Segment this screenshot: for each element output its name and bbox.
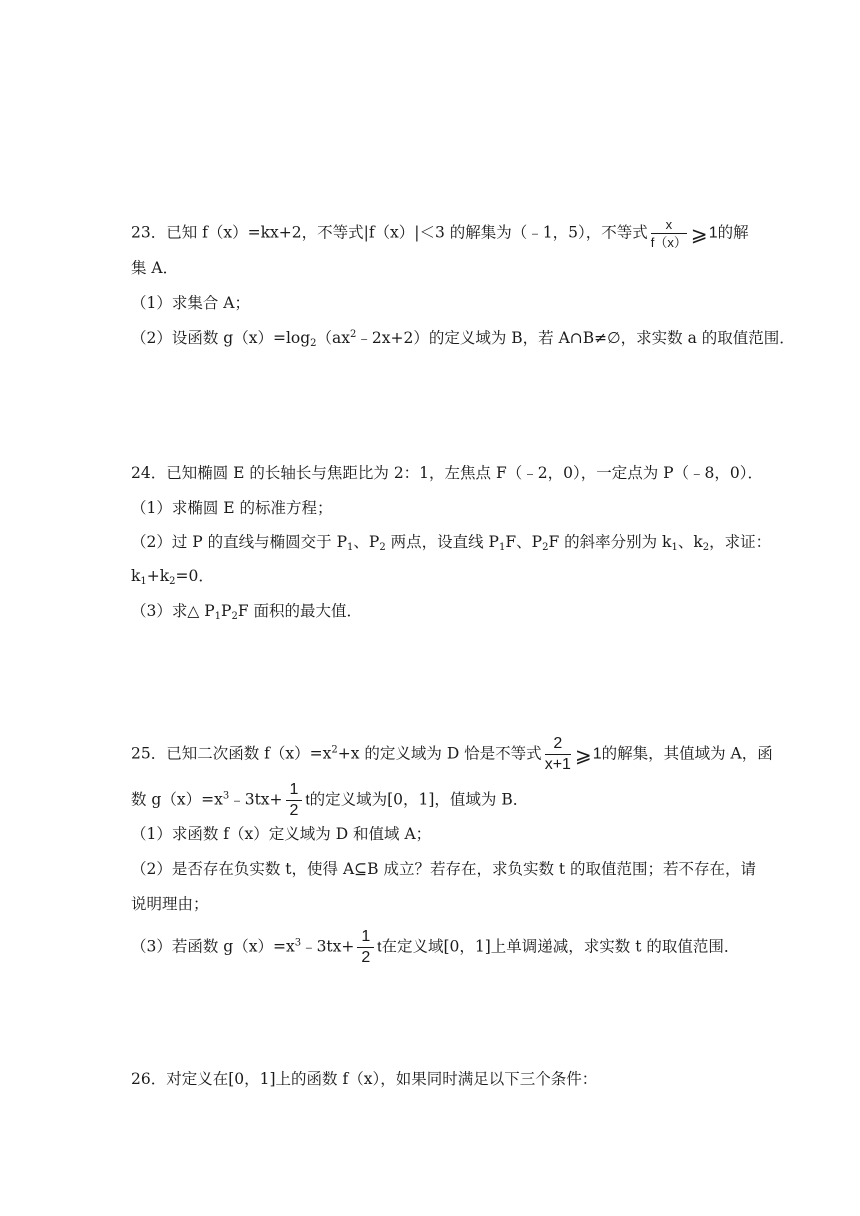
q23-part2-text-b: （ax — [316, 329, 351, 347]
q24-line1 — [131, 463, 763, 483]
fraction-denominator: 2 — [289, 802, 299, 819]
q24-part2 — [131, 532, 771, 552]
q25-part3-text: （3）若函数 g（x）=x — [131, 937, 295, 956]
q24-part2-text: （2）过 P 的直线与椭圆交于 P — [131, 533, 348, 551]
q25-text: 25．已知二次函数 f（x）=x — [131, 744, 332, 763]
q25-line2-text-c: 的定义域为[0，1]，值域为 B． — [309, 790, 529, 809]
q23-text-cont: 集 A． — [131, 259, 179, 277]
q24-text: 24．已知椭圆 E 的长轴长与焦距比为 2：1，左焦点 F（﹣2，0），一定点为 P（﹣8，0）． — [131, 464, 764, 482]
q24-part2-cont — [131, 566, 214, 586]
q23-part1-text: （1）求集合 A； — [131, 294, 250, 312]
rhs-one: 1 — [708, 224, 718, 242]
subscript: 2 — [379, 542, 386, 553]
subscript: 1 — [214, 611, 222, 622]
q26-text: 26．对定义在[0，1]上的函数 f（x），如果同时满足以下三个条件： — [131, 1070, 598, 1088]
half-fraction — [357, 929, 374, 966]
q23-line2 — [131, 258, 178, 278]
fraction-denominator: f（x） — [650, 235, 687, 250]
q25-part1 — [131, 824, 431, 844]
geq-symbol: ⩾ — [574, 742, 592, 767]
q25-line2-text: 数 g（x）=x — [131, 790, 223, 809]
fraction-numerator: 1 — [286, 782, 303, 801]
subscript: 2 — [702, 542, 710, 553]
exponent: 3 — [294, 937, 302, 949]
q24-part2-text-f: 、k — [677, 533, 703, 551]
q24-part3-text-b: P — [221, 602, 232, 620]
q24-part2-text-b: 、P — [353, 533, 380, 551]
subscript: 1 — [140, 576, 147, 587]
subscript: 1 — [347, 542, 354, 553]
q25-text-c: 的解集，其值域为 A，函 — [601, 744, 773, 763]
q24-part3-text: （3）求△ P — [131, 602, 215, 620]
q23-part2-text-c: ﹣2x+2）的定义域为 B，若 A∩B≠∅，求实数 a 的取值范围． — [356, 329, 795, 347]
subscript: 2 — [169, 576, 176, 587]
q25-fraction — [545, 736, 571, 773]
q24-part2-text-g: ，求证： — [709, 533, 772, 551]
variable-t: t — [305, 791, 310, 809]
q24-part1 — [131, 498, 333, 518]
q24-eq-text-c: =0． — [175, 567, 214, 585]
q25-line2-text-b: ﹣3tx+ — [229, 790, 283, 809]
q23-fraction — [651, 218, 687, 249]
q23-text: 23．已知 f（x）=kx+2，不等式|f（x）|＜3 的解集为（﹣1，5），不等式 — [131, 223, 648, 242]
q26-line1 — [131, 1069, 597, 1089]
half-fraction — [286, 782, 303, 819]
q25-part2-cont — [131, 894, 209, 914]
fraction-numerator: 2 — [545, 736, 571, 755]
subscript: 2 — [542, 542, 549, 553]
q24-eq-text: k — [131, 567, 141, 585]
log-base: 2 — [310, 338, 317, 349]
q24-part1-text: （1）求椭圆 E 的标准方程； — [131, 499, 333, 517]
q23-part2-text: （2）设函数 g（x）=log — [131, 329, 311, 347]
subscript: 2 — [231, 611, 238, 622]
q23-part1 — [131, 293, 250, 313]
q24-part2-text-c: 两点，设直线 P — [385, 533, 499, 551]
q24-part2-text-d: F、P — [505, 533, 543, 551]
q23-text-tail: 的解 — [717, 223, 749, 242]
variable-t: t — [377, 938, 382, 956]
q25-part3-text-b: ﹣3tx+ — [301, 937, 355, 956]
subscript: 1 — [671, 542, 678, 553]
q25-part2-text-cont: 说明理由； — [131, 895, 209, 913]
q25-part3 — [131, 929, 739, 966]
q25-part2 — [131, 859, 756, 879]
q25-text-b: +x 的定义域为 D 恰是不等式 — [337, 744, 542, 763]
q25-part3-text-c: 在定义域[0，1]上单调递减，求实数 t 的取值范围． — [381, 937, 740, 956]
exponent: 2 — [350, 329, 357, 340]
exponent: 2 — [331, 744, 338, 756]
fraction-denominator: x+1 — [544, 756, 571, 773]
fraction-numerator: x — [651, 218, 687, 234]
rhs-one: 1 — [592, 745, 602, 763]
exponent: 3 — [222, 790, 230, 802]
q25-part2-text: （2）是否存在负实数 t，使得 A⊆B 成立？若存在，求负实数 t 的取值范围；若不存在，请 — [131, 860, 757, 878]
q23-part2 — [131, 328, 795, 348]
q23-line1 — [131, 218, 749, 249]
fraction-numerator: 1 — [357, 929, 374, 948]
fraction-denominator: 2 — [361, 949, 371, 966]
q25-line1 — [131, 736, 773, 773]
q24-part3-text-c: F 面积的最大值． — [237, 602, 363, 620]
q24-part3 — [131, 601, 362, 621]
q24-eq-text-b: +k — [146, 567, 170, 585]
geq-symbol: ⩾ — [690, 221, 708, 246]
q25-line2 — [131, 782, 528, 819]
q25-part1-text: （1）求函数 f（x）定义域为 D 和值域 A； — [131, 825, 432, 843]
q24-part2-text-e: F 的斜率分别为 k — [548, 533, 672, 551]
subscript: 1 — [499, 542, 506, 553]
